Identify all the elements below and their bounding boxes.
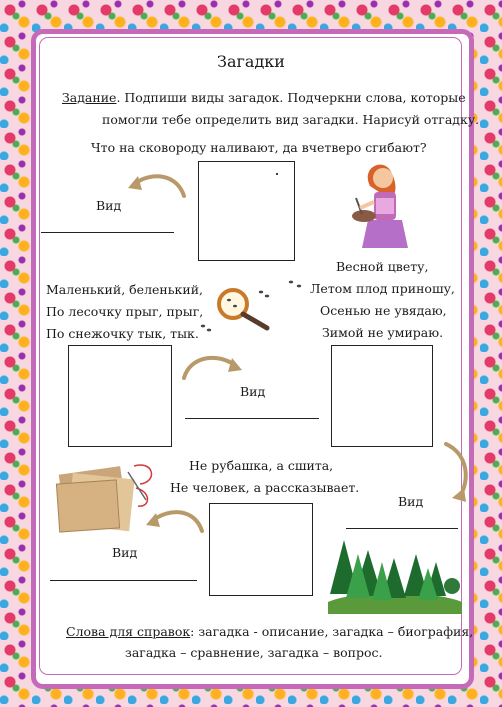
- forest-trees-icon: [324, 532, 464, 614]
- riddle-2-drawing-box[interactable]: [68, 345, 172, 447]
- curved-arrow-left-icon-2: [140, 505, 210, 545]
- riddle-3-type-answer-line[interactable]: [346, 528, 458, 529]
- riddle-2-line-1: Маленький, беленький,: [46, 282, 203, 297]
- riddle-1-drawing-box[interactable]: [198, 161, 295, 261]
- riddle-1-text: Что на сковороду наливают, да вчетверо сгибают?: [91, 140, 427, 155]
- riddle-2-line-2: По лесочку прыг, прыг,: [46, 304, 204, 319]
- task-label: Задание: [62, 90, 117, 105]
- cooking-woman-icon: [350, 158, 422, 250]
- riddle-3-line-1: Весной цвету,: [336, 259, 429, 274]
- riddle-4-line-2: Не человек, а рассказывает.: [170, 480, 360, 495]
- magnifier-footprints-icon: [195, 278, 305, 338]
- task-line-1: [62, 90, 466, 105]
- reference-line-2: загадка – сравнение, загадка – вопрос.: [125, 645, 383, 660]
- riddle-4-line-1: Не рубашка, а сшита,: [189, 458, 334, 473]
- riddle-2-line-3: По снежочку тык, тык.: [46, 326, 199, 341]
- dot: [276, 173, 278, 175]
- riddle-4-drawing-box[interactable]: [209, 503, 313, 596]
- reference-text-1: : загадка - описание, загадка – биография,: [190, 624, 474, 639]
- riddle-3-line-2: Летом плод приношу,: [310, 281, 455, 296]
- riddle-3-drawing-box[interactable]: [331, 345, 433, 447]
- curved-arrow-down-icon: [440, 440, 474, 510]
- curved-arrow-left-icon: [122, 166, 192, 206]
- riddle-2-type-label: Вид: [240, 384, 266, 399]
- riddle-3-line-3: Осенью не увядаю,: [320, 303, 447, 318]
- riddle-4-type-label: Вид: [112, 545, 138, 560]
- riddle-3-line-4: Зимой не умираю.: [322, 325, 444, 340]
- task-line-2: помогли тебе определить вид загадки. Нарисуй отгадку.: [102, 112, 480, 127]
- riddle-2-type-answer-line[interactable]: [185, 418, 319, 419]
- page-title: Загадки: [217, 52, 285, 71]
- riddle-1-type-label: Вид: [96, 198, 122, 213]
- reference-line-1: [66, 624, 473, 639]
- riddle-3-type-label: Вид: [398, 494, 424, 509]
- reference-label: Слова для справок: [66, 624, 191, 639]
- riddle-1-type-answer-line[interactable]: [41, 232, 174, 233]
- curved-arrow-right-icon: [180, 348, 250, 388]
- task-text-1: . Подпиши виды загадок. Подчеркни слова, которые: [116, 90, 466, 105]
- riddle-4-type-answer-line[interactable]: [50, 580, 197, 581]
